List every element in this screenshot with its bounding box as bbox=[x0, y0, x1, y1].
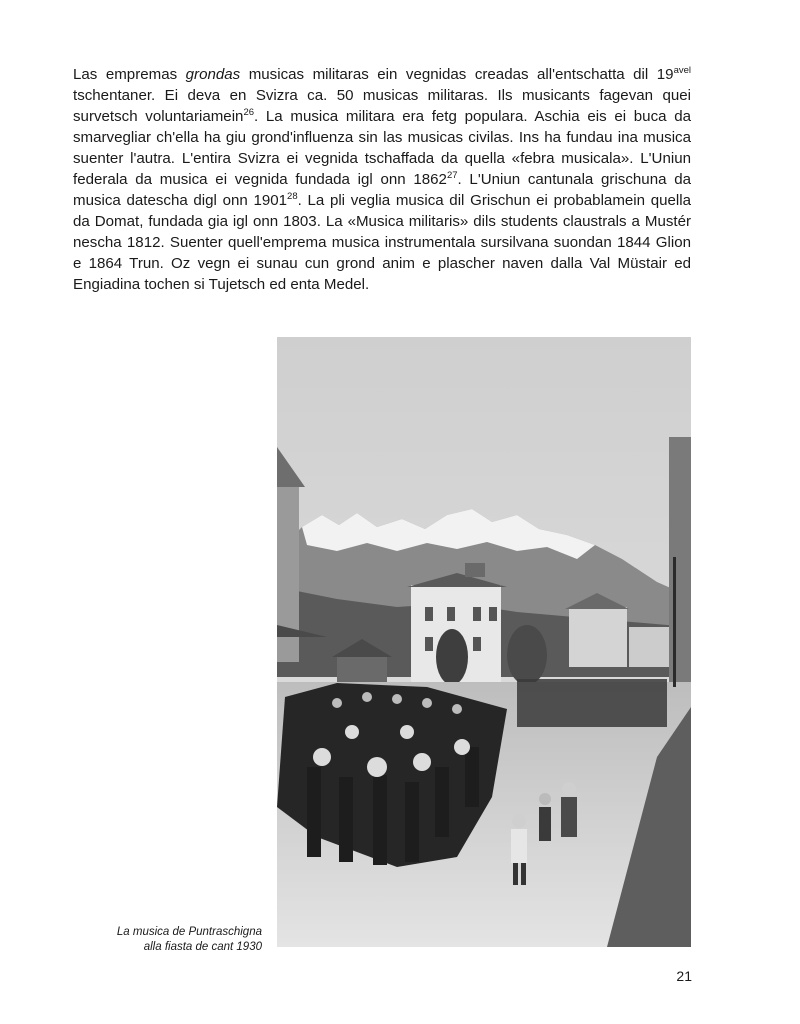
emphasis-text: grondas bbox=[185, 66, 241, 83]
footnote-ref: 26 bbox=[243, 107, 255, 118]
text-run: Las empremas bbox=[73, 66, 186, 83]
body-paragraph bbox=[73, 64, 691, 295]
footnote-ref: 28 bbox=[287, 191, 298, 202]
superscript: avel bbox=[673, 65, 691, 76]
text-run: . La pli veglia musica dil Grischun ei probablamein quella da Domat, fundada gia igl onn 1803. La «Musica militaris» dils students claustrals a Mustér nescha 1812. Suenter quell'emprema musica instrumentala sursilvana suondan 1844 Glion e 1864 Trun. Oz vegn ei sunau cun grond anim e plascher naven dalla Val Müstair ed Engiadina tochen si Tujetsch ed enta Medel. bbox=[73, 192, 691, 293]
historic-photograph bbox=[277, 337, 691, 947]
footnote-ref: 27 bbox=[446, 170, 458, 181]
text-run: . La musica militara era fetg populara. Aschia eis ei buca da smarvegliar ch'ella ha giu grond'influenza sin las musicas civilas. Ins ha fundau ina musica suenter l'autra. L'entira Svizra ei vegnida tschaffada da quella «febra musicala». L'Uniun federala da musica ei vegnida fundada igl onn 1862 bbox=[73, 108, 691, 188]
page-number: 21 bbox=[676, 968, 692, 984]
text-run: . L'Uniun cantunala grischuna da musica datescha digl onn 1901 bbox=[73, 171, 691, 209]
caption-line: La musica de Puntraschigna bbox=[116, 926, 262, 938]
text-run: musicas militaras ein vegnidas creadas all'entschatta dil 19 bbox=[240, 66, 674, 83]
caption-line: alla fiasta de cant 1930 bbox=[143, 941, 262, 953]
photo-caption bbox=[60, 925, 262, 955]
text-run: tschentaner. Ei deva en Svizra ca. 50 musicas militaras. Ils musicants fagevan quei survetsch voluntariamein bbox=[73, 87, 691, 125]
